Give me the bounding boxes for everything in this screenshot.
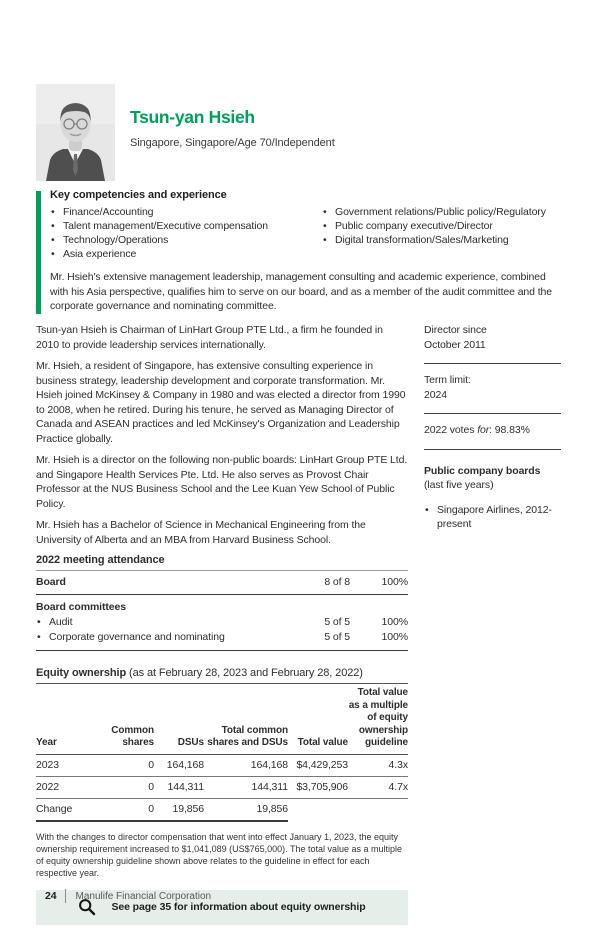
director-since-value: October 2011 bbox=[424, 338, 486, 351]
company-name: Manulife Financial Corporation bbox=[75, 890, 212, 902]
attendance-row-label: Board bbox=[36, 576, 66, 588]
attendance-row-percent: 100% bbox=[381, 631, 408, 643]
cell-common-shares: 0 bbox=[84, 776, 154, 798]
attendance-committees-heading: Board committees bbox=[36, 601, 127, 613]
cell-dsus: 144,311 bbox=[154, 776, 204, 798]
list-item: • Singapore Airlines, 2012-present bbox=[425, 503, 552, 530]
director-residence-age-status: Singapore, Singapore/Age 70/Independent bbox=[130, 137, 335, 149]
boards-list bbox=[424, 503, 561, 532]
bullet-icon: • bbox=[51, 220, 55, 232]
cell-year: 2022 bbox=[36, 776, 84, 798]
equity-heading-title: Equity ownership bbox=[36, 667, 127, 679]
cell-common-shares: 0 bbox=[84, 798, 154, 821]
director-since bbox=[424, 323, 561, 364]
equity-footnote: With the changes to director compensation that went into effect January 1, 2023, the equity ownership requirement increased to $1,041,089 (US$765,000). The total value as a multiple of equity ownership guideline shown above relates to the guideline in effect for each respective year. bbox=[36, 831, 403, 878]
column-header: Total value as a multiple of equity ownership guideline bbox=[348, 684, 408, 754]
list-item: • Technology/Operations bbox=[51, 234, 169, 246]
votes-for-word: for bbox=[477, 424, 490, 436]
cell-year: 2023 bbox=[36, 754, 84, 776]
bullet-icon: • bbox=[425, 503, 429, 516]
term-limit-value: 2024 bbox=[424, 388, 447, 401]
attendance-row-percent: 100% bbox=[381, 576, 408, 588]
attendance-committee-row bbox=[36, 630, 408, 645]
list-item: • Finance/Accounting bbox=[51, 206, 154, 218]
competencies-list-left bbox=[50, 205, 322, 261]
attendance-heading: 2022 meeting attendance bbox=[36, 554, 408, 571]
equity-heading-dates: (as at February 28, 2023 and February 28, 2022) bbox=[126, 667, 363, 679]
list-item: • Public company executive/Director bbox=[323, 220, 493, 232]
column-header: Year bbox=[36, 684, 84, 754]
cell-total-value: $3,705,906 bbox=[288, 776, 348, 798]
term-limit-label: Term limit: bbox=[424, 374, 471, 386]
boards-heading: Public company boards bbox=[424, 464, 541, 477]
attendance-row-label: • Audit bbox=[37, 616, 73, 628]
cell-multiple: 4.3x bbox=[348, 754, 408, 776]
bullet-icon: • bbox=[51, 248, 55, 260]
cell-dsus: 19,856 bbox=[154, 798, 204, 821]
cell-total-shares: 144,311 bbox=[204, 776, 288, 798]
bullet-icon: • bbox=[51, 234, 55, 246]
footer-divider bbox=[65, 889, 66, 903]
cell-total-shares: 19,856 bbox=[204, 798, 288, 821]
equity-header-row bbox=[36, 684, 408, 754]
cell-total-shares: 164,168 bbox=[204, 754, 288, 776]
competencies-columns bbox=[50, 205, 564, 261]
cell-total-value bbox=[288, 798, 348, 821]
key-competencies-section bbox=[36, 189, 564, 314]
bullet-icon: • bbox=[51, 206, 55, 218]
equity-heading bbox=[36, 667, 408, 684]
director-since-label: Director since bbox=[424, 324, 487, 336]
bio-paragraph: Mr. Hsieh, a resident of Singapore, has extensive consulting experience in business strategy, leadership development and corporate transformation. Mr. Hsieh joined McKinsey & Company in 1980 and was elected a director from 1990 to 2008, when he retired. During his tenure, he served as Managing Director of Canada and ASEAN practices and led McKinsey's Organization and Leadership Practice globally. bbox=[36, 360, 406, 445]
attendance-row-label: • Corporate governance and nominating bbox=[37, 631, 225, 643]
attendance-table-bottom-rule bbox=[36, 650, 408, 651]
votes-for bbox=[424, 414, 561, 450]
column-header: Common shares bbox=[84, 684, 154, 754]
cell-multiple: 4.7x bbox=[348, 776, 408, 798]
votes-value: : 98.83% bbox=[489, 424, 530, 436]
table-row bbox=[36, 776, 408, 798]
column-header: Total value bbox=[288, 684, 348, 754]
page-number: 24 bbox=[45, 890, 57, 902]
bullet-icon: • bbox=[323, 220, 327, 232]
attendance-row-count: 5 of 5 bbox=[324, 631, 350, 643]
attendance-board-row bbox=[36, 571, 408, 595]
competencies-list-right bbox=[322, 205, 564, 261]
attendance-row-percent: 100% bbox=[381, 616, 408, 628]
votes-prefix: 2022 votes bbox=[424, 424, 478, 436]
competencies-heading: Key competencies and experience bbox=[50, 189, 227, 201]
table-row bbox=[36, 798, 408, 821]
cell-total-value: $4,429,253 bbox=[288, 754, 348, 776]
list-item: • Asia experience bbox=[51, 248, 137, 260]
director-photo-illustration bbox=[36, 84, 115, 181]
bullet-icon: • bbox=[37, 616, 41, 628]
bio-paragraph: Tsun-yan Hsieh is Chairman of LinHart Group PTE Ltd., a firm he founded in 2010 to provide leadership services internationally. bbox=[36, 324, 383, 351]
bullet-icon: • bbox=[37, 631, 41, 643]
cell-common-shares: 0 bbox=[84, 754, 154, 776]
column-header: Total common shares and DSUs bbox=[204, 684, 288, 754]
main-column bbox=[36, 323, 408, 925]
cell-multiple bbox=[348, 798, 408, 821]
director-photo bbox=[36, 84, 115, 181]
director-name: Tsun-yan Hsieh bbox=[130, 107, 255, 127]
cell-dsus: 164,168 bbox=[154, 754, 204, 776]
competencies-summary: Mr. Hsieh's extensive management leadership, management consulting and academic experience, combined with his Asia perspective, qualifies him to serve on our board, and as a member of the audit committee and the corporate governance and nominating committee. bbox=[50, 271, 553, 312]
public-company-boards bbox=[424, 464, 561, 532]
bullet-icon: • bbox=[323, 206, 327, 218]
director-header bbox=[130, 107, 335, 149]
attendance-row-count: 5 of 5 bbox=[324, 616, 350, 628]
bullet-icon: • bbox=[323, 234, 327, 246]
bio-paragraph: Mr. Hsieh has a Bachelor of Science in Mechanical Engineering from the University of Alberta and an MBA from Harvard Business School. bbox=[36, 519, 366, 546]
see-page-text: See page 35 for information about equity ownership bbox=[111, 901, 366, 913]
attendance-row-count: 8 of 8 bbox=[324, 576, 350, 588]
boards-subheading: (last five years) bbox=[424, 478, 494, 491]
term-limit bbox=[424, 364, 561, 414]
list-item: • Digital transformation/Sales/Marketing bbox=[323, 234, 509, 246]
table-row bbox=[36, 754, 408, 776]
bio-paragraph: Mr. Hsieh is a director on the following non-public boards: LinHart Group PTE Ltd. and Singapore Health Services Pte. Ltd. He also serves as Provost Chair Professor at the NUS Business School and the Lee Kuan Yew School of Public Policy. bbox=[36, 454, 408, 510]
cell-year: Change bbox=[36, 798, 84, 821]
list-item: • Government relations/Public policy/Regulatory bbox=[323, 206, 546, 218]
equity-ownership-table bbox=[36, 684, 408, 822]
column-header: DSUs bbox=[154, 684, 204, 754]
director-facts-sidebar bbox=[424, 323, 561, 532]
green-accent-bar bbox=[36, 191, 41, 314]
page-footer bbox=[45, 889, 211, 903]
list-item: • Talent management/Executive compensation bbox=[51, 220, 268, 232]
attendance-committee-row bbox=[36, 615, 408, 630]
